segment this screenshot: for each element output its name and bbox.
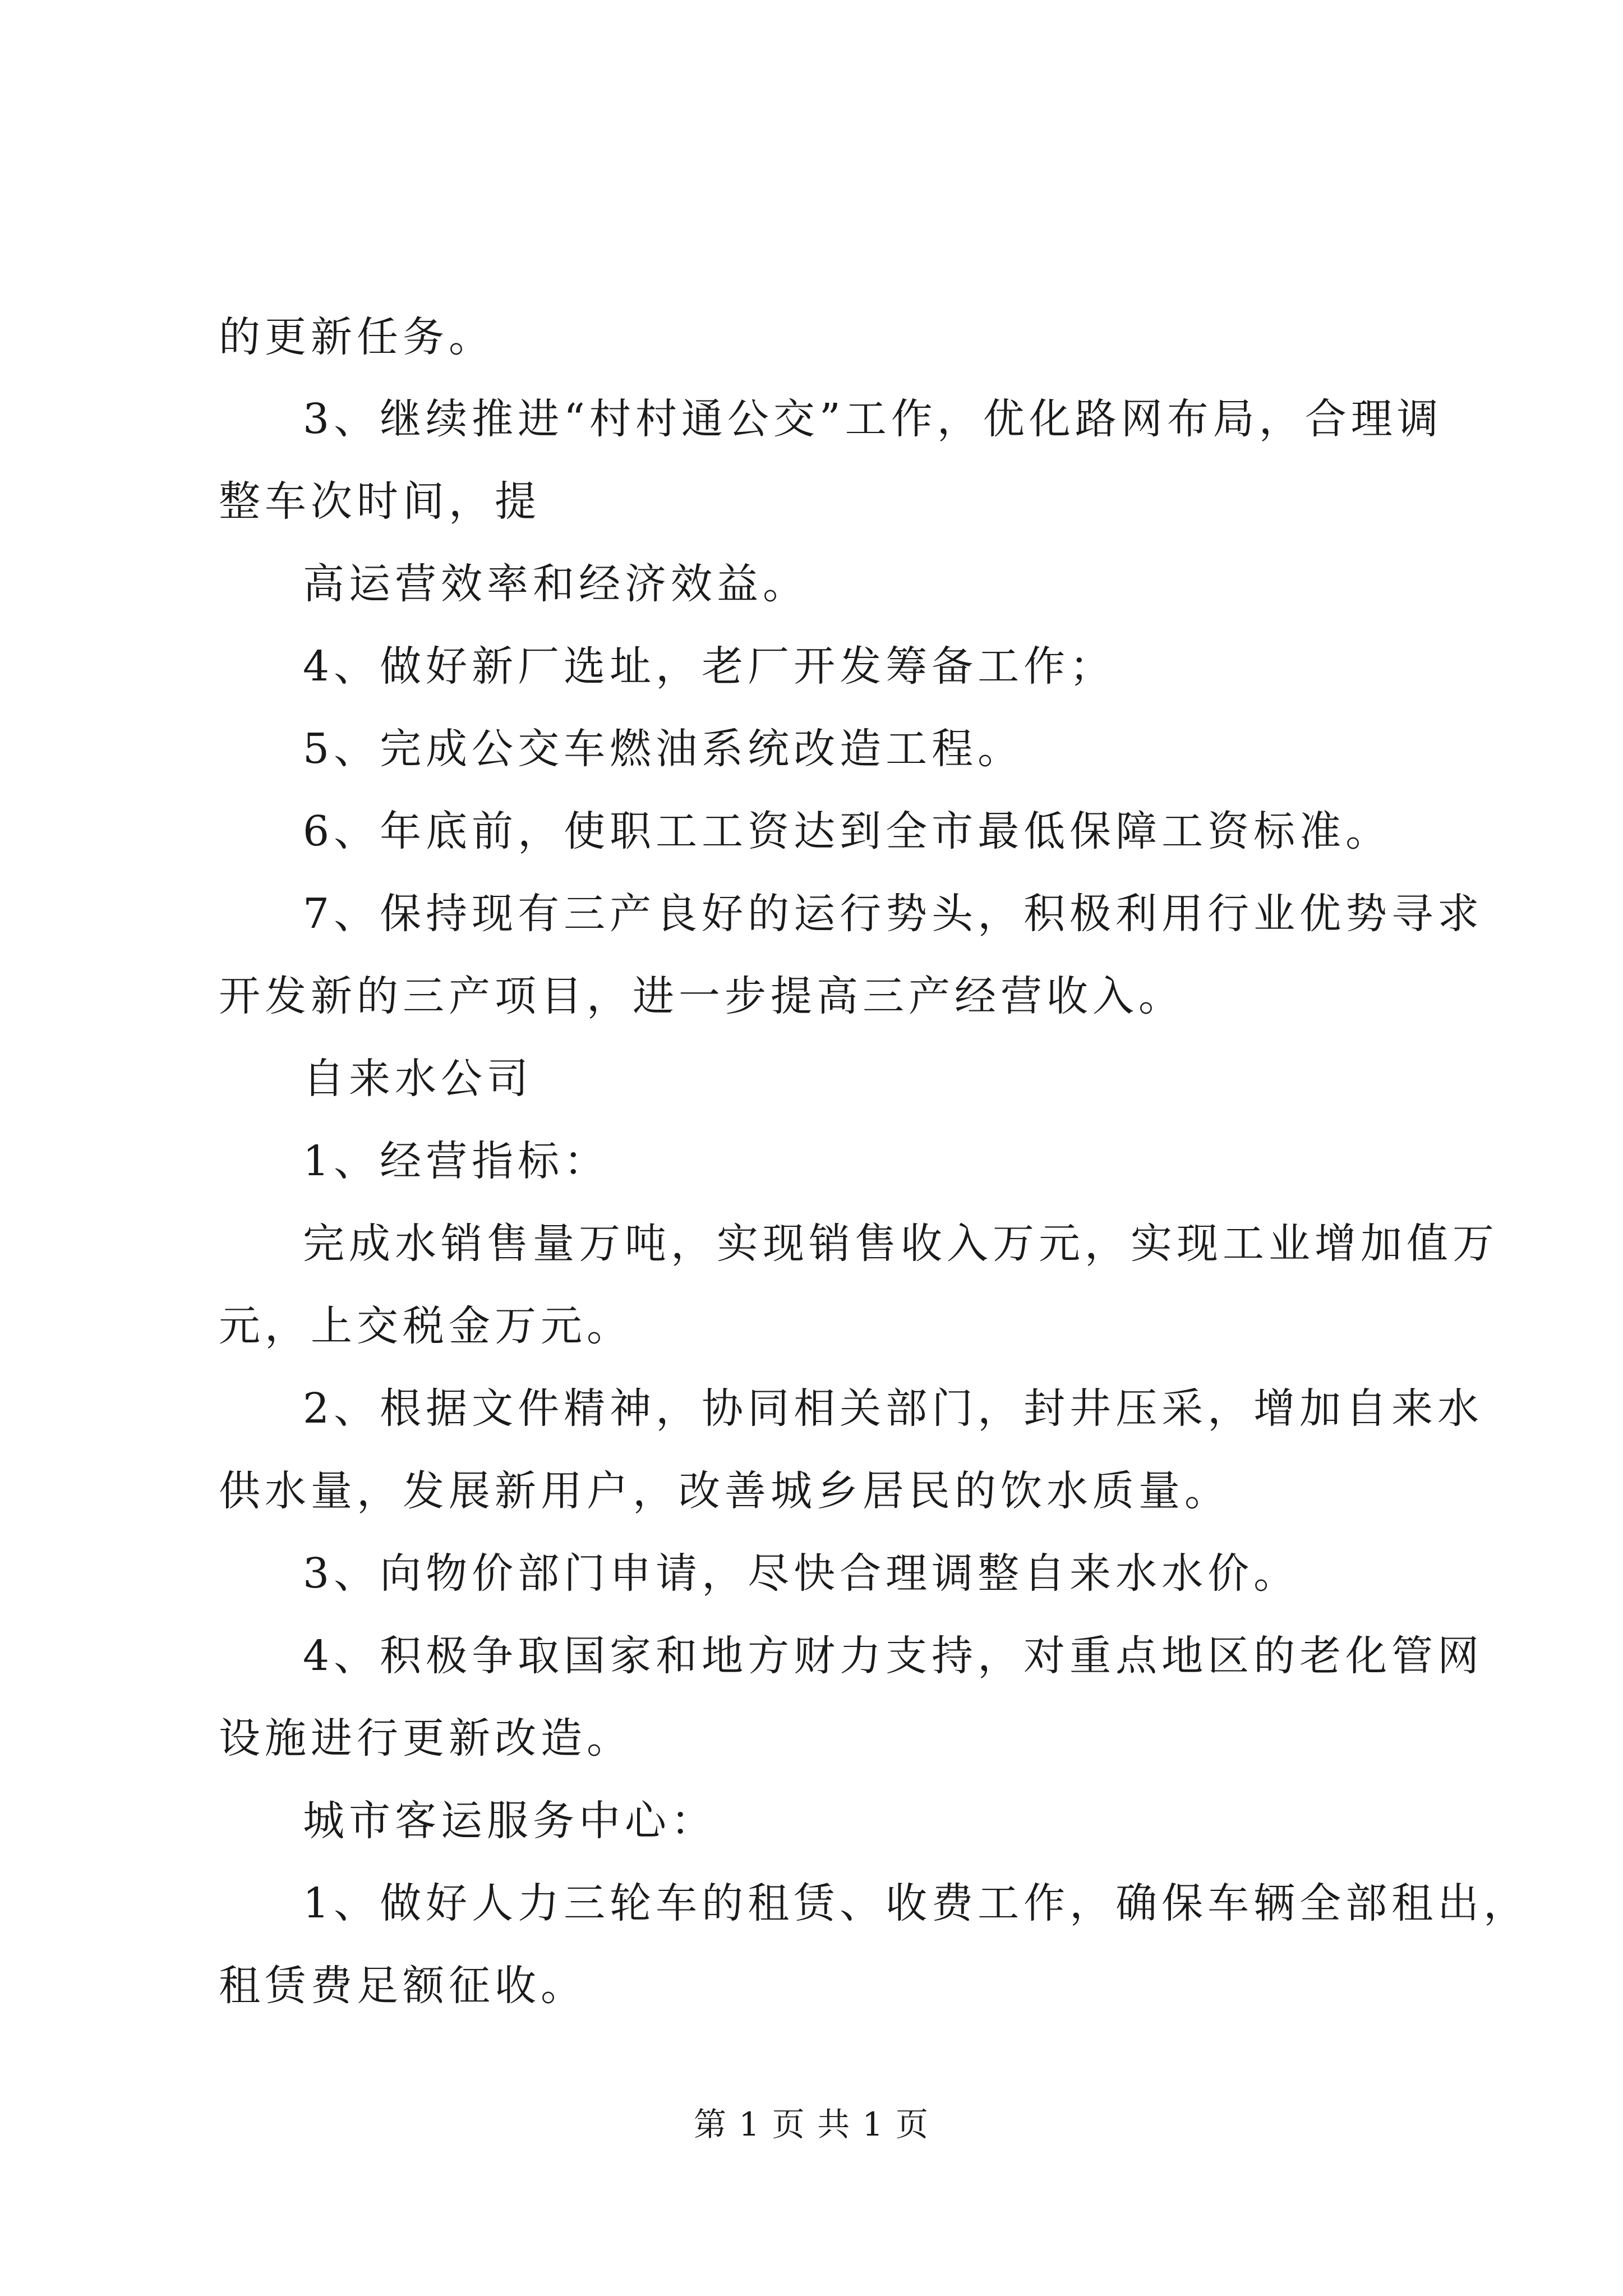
- section-heading: 自来水公司: [303, 1055, 533, 1103]
- text-line: 完成水销售量万吨，实现销售收入万元，实现工业增加值万: [303, 1220, 1498, 1268]
- text-line: 1、经营指标：: [303, 1137, 610, 1185]
- text-line: 4、积极争取国家和地方财力支持，对重点地区的老化管网: [303, 1632, 1484, 1680]
- text-line: 的更新任务。: [219, 313, 495, 361]
- text-line: 设施进行更新改造。: [219, 1714, 633, 1763]
- text-line: 3、继续推进“村村通公交”工作，优化路网布局，合理调: [303, 395, 1443, 443]
- text-line: 租赁费足额征收。: [219, 1962, 587, 2010]
- text-line: 4、做好新厂选址，老厂开发筹备工作；: [303, 642, 1116, 691]
- text-line: 2、根据文件精神，协同相关部门，封井压采，增加自来水: [303, 1384, 1484, 1433]
- text-line: 3、向物价部门申请，尽快合理调整自来水水价。: [303, 1549, 1300, 1598]
- text-line: 5、完成公交车燃油系统改造工程。: [303, 725, 1024, 773]
- text-line: 7、保持现有三产良好的运行势头，积极利用行业优势寻求: [303, 890, 1484, 938]
- text-line: 供水量，发展新用户，改善城乡居民的饮水质量。: [219, 1467, 1230, 1515]
- text-line: 元，上交税金万元。: [219, 1302, 633, 1350]
- text-line: 开发新的三产项目，进一步提高三产经营收入。: [219, 972, 1184, 1020]
- section-heading: 城市客运服务中心：: [303, 1797, 717, 1845]
- text-line: 整车次时间，提: [219, 477, 541, 526]
- text-line: 高运营效率和经济效益。: [303, 560, 809, 608]
- text-line: 6、年底前，使职工工资达到全市最低保障工资标准。: [303, 807, 1392, 855]
- page-number-footer: 第 1 页 共 1 页: [694, 2105, 929, 2143]
- text-line: 1、做好人力三轮车的租赁、收费工作，确保车辆全部租出，: [303, 1879, 1530, 1927]
